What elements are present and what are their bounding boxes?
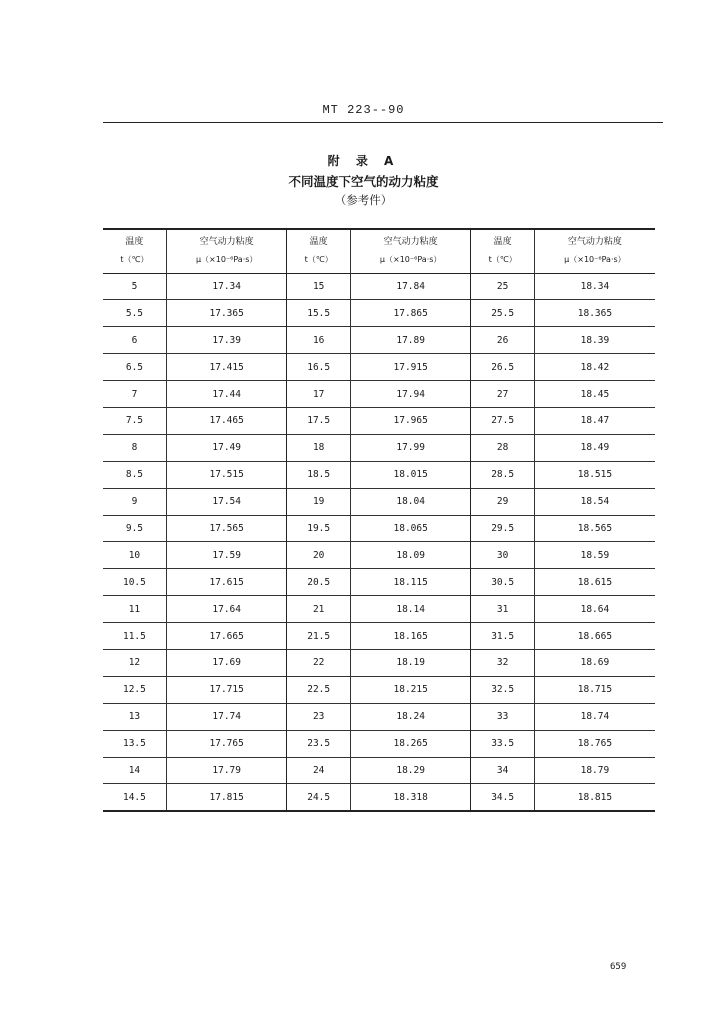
viscosity-cell: 18.74 [534,703,655,730]
viscosity-cell: 18.39 [534,327,655,354]
header-rule [103,122,663,123]
viscosity-cell: 18.015 [350,461,471,488]
temperature-cell: 32.5 [471,676,534,703]
viscosity-cell: 17.915 [350,354,471,381]
header-cell [166,229,287,273]
table-row [103,354,655,381]
table-row [103,649,655,676]
table-row [103,488,655,515]
temperature-cell: 26 [471,327,534,354]
viscosity-cell: 17.69 [166,649,287,676]
temperature-cell: 20 [287,542,350,569]
temperature-cell: 25.5 [471,300,534,327]
temperature-cell: 20.5 [287,569,350,596]
viscosity-cell: 18.765 [534,730,655,757]
viscosity-cell: 18.215 [350,676,471,703]
temperature-cell: 15.5 [287,300,350,327]
temperature-cell: 11.5 [122,630,146,642]
header-unit: μ（×10⁻⁶Pa·s） [564,255,626,265]
viscosity-cell: 18.515 [534,461,655,488]
temperature-cell: 13.5 [122,738,146,750]
title-block [0,152,727,210]
temperature-cell: 9.5 [125,522,144,534]
temperature-cell: 27.5 [471,407,534,434]
temperature-cell: 26.5 [471,354,534,381]
viscosity-cell: 17.365 [166,300,287,327]
table-row [103,407,655,434]
viscosity-cell: 18.34 [534,273,655,300]
temperature-cell: 14.5 [122,791,146,803]
table-row [103,569,655,596]
table-row [103,623,655,650]
table-row [103,327,655,354]
temperature-cell: 25 [471,273,534,300]
header-unit: μ（×10⁻⁶Pa·s） [379,255,442,265]
viscosity-table [103,228,655,812]
temperature-cell: 33.5 [471,730,534,757]
temperature-cell: 28.5 [471,461,534,488]
table-row [103,676,655,703]
viscosity-cell: 18.64 [534,596,655,623]
temperature-cell: 29 [471,488,534,515]
viscosity-cell: 17.54 [166,488,287,515]
viscosity-cell: 18.29 [350,757,471,784]
header-cell [287,229,350,273]
viscosity-cell: 18.565 [534,515,655,542]
viscosity-cell: 18.45 [534,381,655,408]
header-name: 温度 [309,237,328,248]
viscosity-cell: 18.42 [534,354,655,381]
header-name: 空气动力粘度 [567,237,622,248]
viscosity-cell: 17.465 [166,407,287,434]
viscosity-cell: 17.99 [350,434,471,461]
temperature-cell: 16 [287,327,350,354]
temperature-cell: 18.5 [287,461,350,488]
temperature-cell: 6 [131,334,138,346]
temperature-cell: 21 [287,596,350,623]
table-row [103,515,655,542]
viscosity-cell: 18.265 [350,730,471,757]
viscosity-cell: 17.39 [166,327,287,354]
temperature-cell: 17 [287,381,350,408]
temperature-cell: 7 [131,388,138,400]
appendix-label: 附 录 A [327,154,400,168]
viscosity-cell: 17.815 [166,784,287,811]
viscosity-cell: 18.065 [350,515,471,542]
viscosity-cell: 17.94 [350,381,471,408]
table-row [103,596,655,623]
temperature-cell: 7.5 [125,415,144,427]
viscosity-cell: 18.04 [350,488,471,515]
temperature-cell: 13 [128,711,141,723]
temperature-cell: 33 [471,703,534,730]
viscosity-cell: 17.765 [166,730,287,757]
temperature-cell: 6.5 [125,361,144,373]
viscosity-cell: 18.54 [534,488,655,515]
viscosity-cell: 18.49 [534,434,655,461]
viscosity-cell: 17.49 [166,434,287,461]
header-name: 空气动力粘度 [383,237,438,248]
viscosity-cell: 17.74 [166,703,287,730]
table-row [103,730,655,757]
viscosity-cell: 18.59 [534,542,655,569]
viscosity-cell: 17.515 [166,461,287,488]
viscosity-cell: 18.19 [350,649,471,676]
temperature-cell: 19 [287,488,350,515]
temperature-cell: 17.5 [287,407,350,434]
header-unit: t（℃） [488,255,517,265]
temperature-cell: 14 [128,764,141,776]
temperature-cell: 19.5 [287,515,350,542]
viscosity-cell: 17.64 [166,596,287,623]
viscosity-cell: 18.365 [534,300,655,327]
table-body [103,273,655,811]
temperature-cell: 16.5 [287,354,350,381]
header-name: 空气动力粘度 [199,237,254,248]
viscosity-cell: 17.59 [166,542,287,569]
temperature-cell: 12.5 [122,684,146,696]
header-row [103,229,655,273]
table-header [103,229,655,273]
temperature-cell: 18 [287,434,350,461]
viscosity-cell: 18.165 [350,623,471,650]
viscosity-cell: 18.47 [534,407,655,434]
table-row [103,434,655,461]
viscosity-cell: 18.14 [350,596,471,623]
temperature-cell: 8.5 [125,469,144,481]
header-cell [471,229,534,273]
temperature-cell: 9 [131,496,138,508]
header-name: 温度 [493,237,512,248]
header-cell [103,229,166,273]
temperature-cell: 11 [128,603,141,615]
temperature-cell: 22 [287,649,350,676]
header-unit: t（℃） [120,255,149,265]
viscosity-cell: 18.115 [350,569,471,596]
temperature-cell: 31 [471,596,534,623]
viscosity-cell: 17.415 [166,354,287,381]
temperature-cell: 5.5 [125,307,144,319]
viscosity-cell: 18.79 [534,757,655,784]
viscosity-cell: 18.318 [350,784,471,811]
header-unit: μ（×10⁻⁶Pa·s） [195,255,258,265]
temperature-cell: 24 [287,757,350,784]
temperature-cell: 21.5 [287,623,350,650]
temperature-cell: 32 [471,649,534,676]
table-row [103,381,655,408]
viscosity-cell: 17.615 [166,569,287,596]
temperature-cell: 22.5 [287,676,350,703]
viscosity-cell: 18.24 [350,703,471,730]
viscosity-cell: 18.09 [350,542,471,569]
temperature-cell: 24.5 [287,784,350,811]
table-row [103,300,655,327]
temperature-cell: 23.5 [287,730,350,757]
table-row [103,273,655,300]
header-name: 温度 [125,237,144,248]
temperature-cell: 30.5 [471,569,534,596]
viscosity-cell: 17.665 [166,623,287,650]
header-cell [534,229,655,273]
temperature-cell: 34 [471,757,534,784]
table-row [103,542,655,569]
viscosity-cell: 17.79 [166,757,287,784]
viscosity-cell: 17.865 [350,300,471,327]
header-cell [350,229,471,273]
temperature-cell: 12 [128,657,141,669]
temperature-cell: 29.5 [471,515,534,542]
viscosity-cell: 18.615 [534,569,655,596]
temperature-cell: 30 [471,542,534,569]
temperature-cell: 34.5 [471,784,534,811]
table-row [103,461,655,488]
viscosity-cell: 17.965 [350,407,471,434]
table-title: 不同温度下空气的动力粘度 [288,174,439,189]
viscosity-cell: 18.815 [534,784,655,811]
temperature-cell: 31.5 [471,623,534,650]
viscosity-cell: 18.69 [534,649,655,676]
table-row [103,784,655,811]
table-subtitle: （参考件） [334,193,393,207]
viscosity-cell: 17.565 [166,515,287,542]
temperature-cell: 8 [131,442,138,454]
temperature-cell: 10 [128,549,141,561]
viscosity-cell: 17.715 [166,676,287,703]
temperature-cell: 5 [131,280,138,292]
viscosity-cell: 18.665 [534,623,655,650]
viscosity-cell: 17.44 [166,381,287,408]
temperature-cell: 10.5 [122,576,146,588]
temperature-cell: 27 [471,381,534,408]
table-row [103,757,655,784]
page-number: 659 [610,962,627,972]
temperature-cell: 15 [287,273,350,300]
table-row [103,703,655,730]
temperature-cell: 23 [287,703,350,730]
viscosity-cell: 18.715 [534,676,655,703]
temperature-cell: 28 [471,434,534,461]
header-unit: t（℃） [304,255,333,265]
standard-code: MT 223--90 [322,103,405,117]
viscosity-cell: 17.89 [350,327,471,354]
viscosity-cell: 17.34 [166,273,287,300]
viscosity-cell: 17.84 [350,273,471,300]
